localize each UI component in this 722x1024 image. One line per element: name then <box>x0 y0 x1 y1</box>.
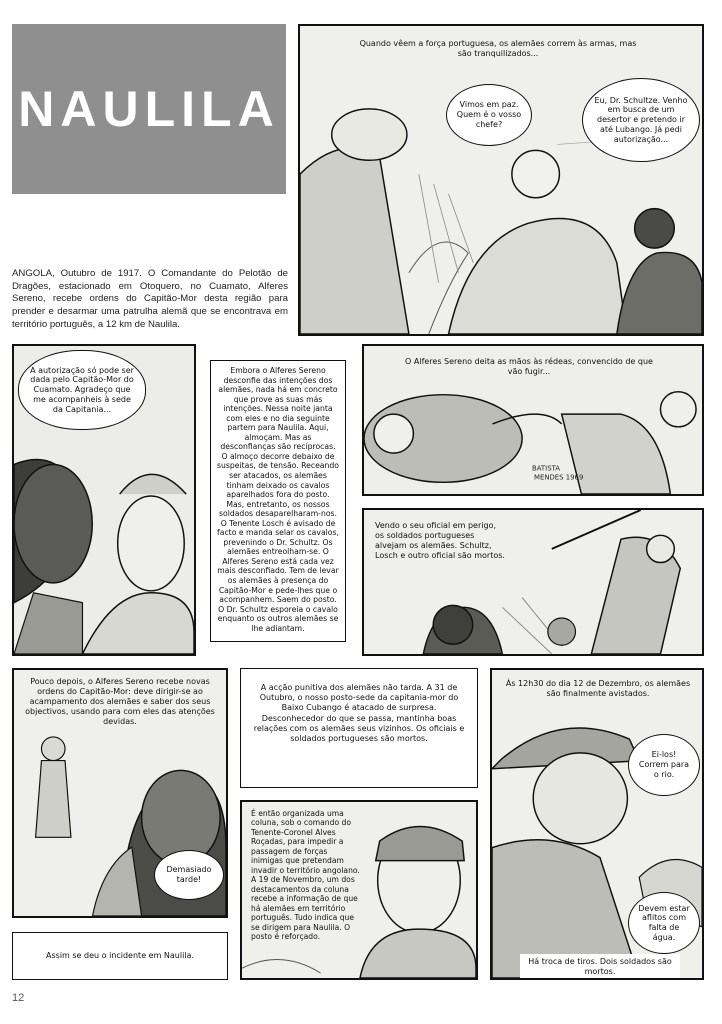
panel-3-text: Embora o Alferes Sereno desconfie das intenções dos alemães, nada há em concreto que prove as suas más intenções. Nessa noite janta com eles e no dia seguinte partem para Naulila. Aqui, almoçam. Mas as desconfianças são recíprocas. O almoço decorre debaixo de suspeitas, de tensão. Receando ser atacados, os alemães tinham deixado os cavalos aparelhados fora do posto. Mas, entretanto, os nossos soldados desaparelharam-nos. O Tenente Losch é avisado de facto e manda selar os cavalos, prevenindo o Dr. Schultz. Os alemães entreolham-se. O Alferes Sereno está cada vez mais desconfiado. Tem de levar os alemães à presença do Capitão-Mor e pede-lhes que o acompanhem. Saem do posto. O Dr. Schultz esporeia o cavalo enquanto os outros alemães se lhe adiantam. <box>210 360 346 642</box>
panel-9-caption-top: Às 12h30 do dia 12 de Dezembro, os alemães são finalmente avistados. <box>505 679 691 698</box>
panel-9-speech-bubble-bottom: Devem estar aflitos com falta de água. <box>628 892 700 954</box>
page-title: NAULILA <box>18 81 280 137</box>
panel-9-caption-bottom: Há troca de tiros. Dois soldados são mortos. <box>520 954 680 980</box>
panel-5-caption: Vendo o seu oficial em perigo, os soldados portugueses alvejam os alemães. Schultz, Losch e outro oficial são mortos. <box>375 521 505 560</box>
title-banner <box>12 24 286 194</box>
panel-9 <box>490 668 704 980</box>
panel-4 <box>362 344 704 496</box>
panel-6-caption: Pouco depois, o Alferes Sereno recebe novas ordens do Capitão-Mor: deve dirigir-se ao acampamento dos alemães e saber dos seus objectivos, usando para com eles das atenções devidas. <box>25 677 215 726</box>
artist-signature-line1: BATISTA <box>532 464 561 473</box>
panel-6-speech-bubble: Demasiado tarde! <box>154 850 224 900</box>
panel-8-caption: É então organizada uma coluna, sob o comando do Tenente-Coronel Alves Roçadas, para impedir a passagem de forças inimigas que pretendam invadir o território angolano. A 19 de Novembro, um dos destacamentos da coluna recebe a informação de que há alemães em território português. Tudo indica que se dirigem para Naulila. O posto é reforçado. <box>251 809 360 942</box>
artist-signature-line2: MENDES 1969 <box>533 473 584 482</box>
panel-1-caption: Quando vêem a força portuguesa, os alemães correm às armas, mas são tranquilizados... <box>359 39 637 58</box>
panel-1-speech-bubble-right: Eu, Dr. Schultze. Venho em busca de um desertor e pretendo ir até Lubango. Já pedi autorização... <box>582 78 700 162</box>
panel-1 <box>298 24 704 336</box>
panel-10-text: Assim se deu o incidente em Naulila. <box>12 932 228 980</box>
panel-1-illustration <box>300 26 702 334</box>
panel-5 <box>362 508 704 656</box>
intro-text: ANGOLA, Outubro de 1917. O Comandante do Pelotão de Dragões, estacionado em Otoquero, no Cuamato, Alferes Sereno, recebe ordens do Capitão-Mor desta região para prender e desarmar uma patrulha alemã que se encontrava em território português, a 12 km de Naulila. <box>12 268 288 330</box>
panel-1-speech-bubble-left: Vimos em paz. Quem é o vosso chefe? <box>446 84 532 146</box>
panel-7-text: A acção punitiva dos alemães não tarda. A 31 de Outubro, o nosso posto-sede da capitania-mor do Baixo Cubango é atacado de surpresa. Desconhecedor do que se passa, mantinha boas relações com os alemães seus vizinhos. Os oficiais e soldados portugueses são mortos. <box>240 668 478 788</box>
panel-9-speech-bubble-top: Ei-los! Correm para o rio. <box>628 734 700 796</box>
panel-8 <box>240 800 478 980</box>
panel-4-caption: O Alferes Sereno deita as mãos às rédeas, convencido de que vão fugir... <box>405 357 653 376</box>
panel-6 <box>12 668 228 918</box>
panel-2 <box>12 344 196 656</box>
page-number: 12 <box>12 992 25 1004</box>
panel-2-speech-bubble: A autorização só pode ser dada pelo Capitão-Mor do Cuamato. Agradeço que me acompanheis à sede da Capitania... <box>18 350 146 430</box>
